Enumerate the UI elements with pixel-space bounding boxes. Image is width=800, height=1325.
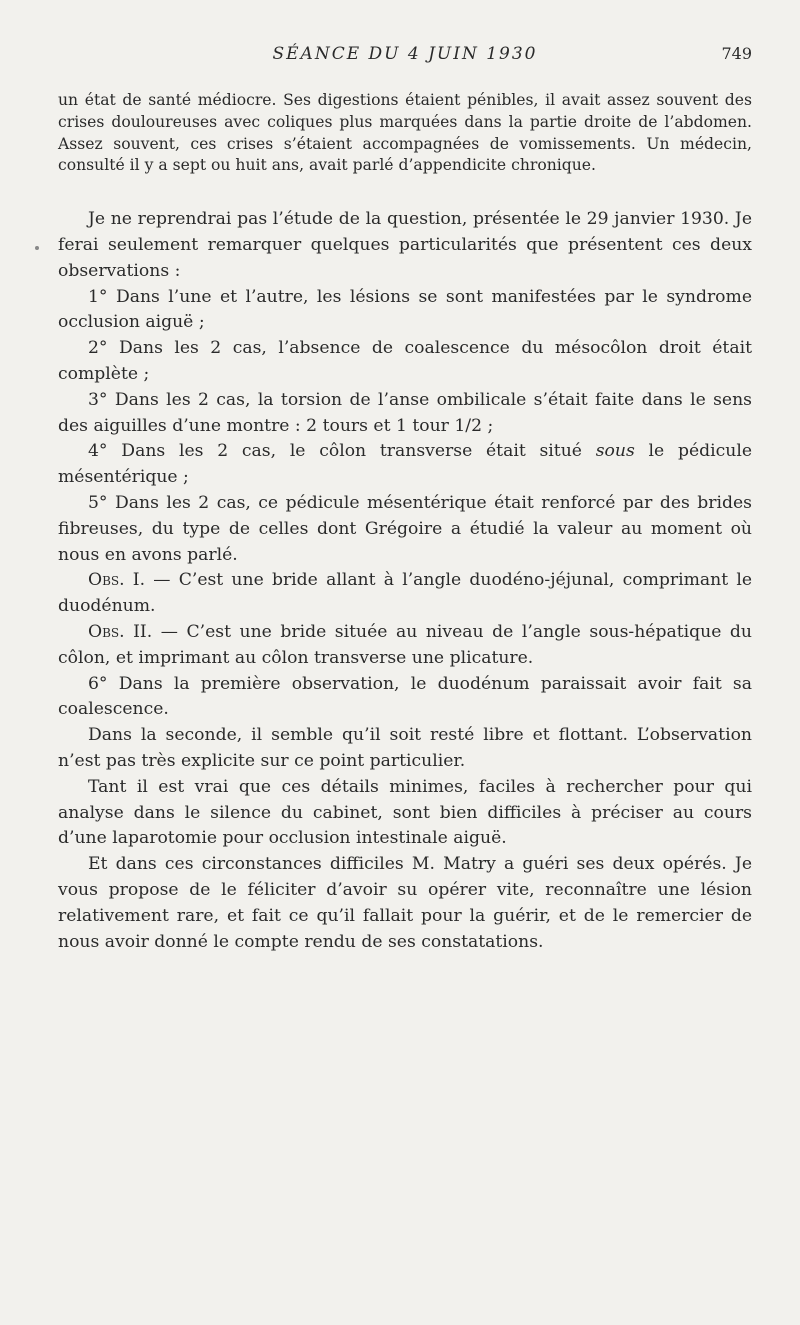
body-block	[58, 207, 752, 955]
paragraph-5-end: le pédicule mésentérique ;	[58, 441, 753, 488]
observation-1-text: — C’est une bride allant à l’angle duodéno-jéjunal, comprimant le duodénum.	[58, 570, 752, 617]
margin-mark	[35, 246, 39, 250]
paragraph-9: 6° Dans la première observation, le duodénum paraissait avoir fait sa coalescence.	[58, 673, 752, 720]
paragraph-11: Tant il est vrai que ces détails minimes, faciles à rechercher pour qui analyse dans le silence du cabinet, sont bien difficiles à préciser au cours d’une laparotomie pour occlusion intestinale aiguë.	[58, 776, 752, 849]
paragraph-10: Dans la seconde, il semble qu’il soit resté libre et flottant. L’observation n’est pas très explicite sur ce point particulier.	[58, 725, 752, 771]
paragraph-6: 5° Dans les 2 cas, ce pédicule mésentérique était renforcé par des brides fibreuses, du type de celles dont Grégoire a étudié la valeur au moment où nous en avons parlé.	[58, 492, 752, 565]
paragraph-2: 1° Dans l’une et l’autre, les lésions se sont manifestées par le syndrome occlusion aiguë ;	[58, 286, 752, 333]
intro-block	[58, 90, 752, 177]
page-header	[58, 44, 752, 74]
paragraph-7	[58, 568, 752, 620]
observation-1-label: Obs. I.	[88, 570, 146, 591]
paragraph-5-emphasis: sous	[595, 441, 635, 462]
observation-2-label: Obs. II.	[88, 621, 153, 642]
text-column	[58, 90, 752, 955]
page-number: 749	[721, 44, 752, 63]
observation-2-text: — C’est une bride située au niveau de l’angle sous-hépatique du côlon, et imprimant au côlon transverse une plicature.	[58, 621, 752, 668]
paragraph-3: 2° Dans les 2 cas, l’absence de coalescence du mésocôlon droit était complète ;	[58, 338, 752, 384]
paragraph-8	[58, 620, 752, 672]
paragraph-1: Je ne reprendrai pas l’étude de la question, présentée le 29 janvier 1930. Je ferai seulement remarquer quelques particularités que présentent ces deux observations :	[58, 209, 752, 281]
paragraph-12: Et dans ces circonstances difficiles M. Matry a guéri ses deux opérés. Je vous propose de le féliciter d’avoir su opérer vite, reconnaître une lésion relativement rare, et fait ce qu’il fallait pour la guérir, et de le remercier de nous avoir donné le compte rendu de ses constatations.	[58, 854, 752, 952]
paragraph-5-start: 4° Dans les 2 cas, le côlon transverse était situé	[88, 441, 596, 462]
intro-paragraph: un état de santé médiocre. Ses digestions étaient pénibles, il avait assez souvent des crises douloureuses avec coliques plus marquées dans la partie droite de l’abdomen. Assez souvent, ces crises s’étaient accompagnées de vomissements. Un médecin, consulté il y a sept ou huit ans, avait parlé d’appendicite chronique.	[58, 91, 752, 175]
paragraph-5	[58, 439, 752, 491]
running-head: SÉANCE DU 4 JUIN 1930	[272, 44, 538, 64]
paragraph-4: 3° Dans les 2 cas, la torsion de l’anse ombilicale s’était faite dans le sens des aiguilles d’une montre : 2 tours et 1 tour 1/2 ;	[58, 389, 752, 436]
